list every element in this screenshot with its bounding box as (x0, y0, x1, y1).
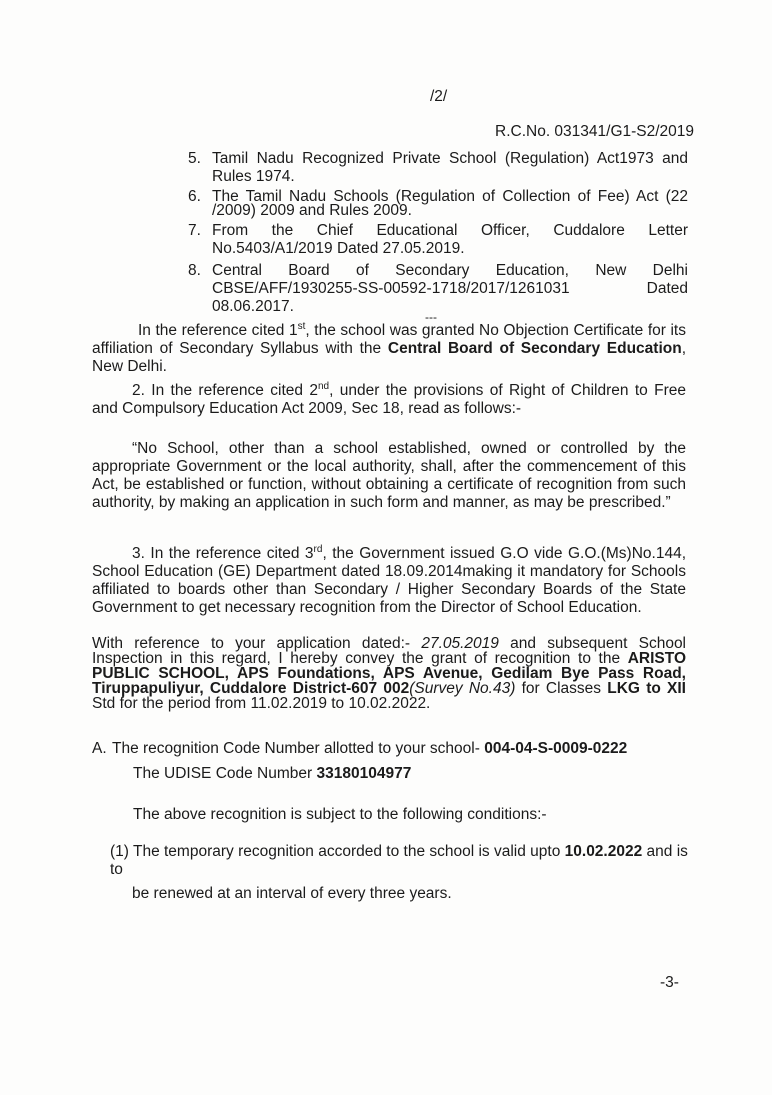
condition-text: The temporary recognition accorded to the school is valid upto (132, 843, 565, 860)
reference-number-label: 7. (188, 222, 201, 239)
para2-text-end: , under the provisions of Right of Children to Free and Compulsory Education Act 2009, Sec 18, read as follows:- (92, 382, 687, 417)
condition-1 (110, 843, 695, 903)
recognition-code-text: The recognition Code Number allotted to your school- (112, 740, 485, 757)
para4-text: With reference to your application dated:- (92, 635, 422, 652)
para2-superscript: nd (317, 380, 330, 392)
paragraph-reference-1 (92, 322, 686, 376)
reference-text: From the Chief Educational Officer, Cuddalore Letter No.5403/A1/2019 Dated 27.05.2019. (212, 222, 688, 257)
reference-text: Central Board of Secondary Education, New Delhi CBSE/AFF/1930255-SS-00592-1718/2017/1261031 Dated 08.06.2017. (212, 262, 688, 315)
para1-text-end: , New Delhi. (92, 340, 687, 375)
reference-list (188, 150, 688, 320)
para3-superscript: rd (313, 543, 323, 555)
recognition-code-line (92, 740, 692, 758)
page-number-marker: /2/ (430, 88, 448, 105)
para2-text: 2. In the reference cited 2 (132, 382, 318, 399)
school-name-address: ARISTO PUBLIC SCHOOL, APS Foundations, APS Avenue, Gedilam Bye Pass Road, Tiruppapuliyur, Cuddalore District-607 002 (92, 650, 686, 697)
recognition-grant-paragraph (92, 636, 686, 711)
udise-code-text: The UDISE Code Number (133, 765, 317, 782)
conditions-intro: The above recognition is subject to the following conditions:- (133, 806, 547, 823)
cbse-name: Central Board of Secondary Education (387, 340, 682, 357)
reference-number-label: 6. (188, 188, 201, 205)
condition-number: (1) (110, 843, 129, 860)
reference-text: The Tamil Nadu Schools (Regulation of Collection of Fee) Act (22 /2009) 2009 and Rules 2009. (212, 188, 688, 219)
reference-item (188, 262, 688, 316)
reference-number-label: 8. (188, 262, 201, 279)
reference-item (188, 190, 688, 218)
reference-text: Tamil Nadu Recognized Private School (Regulation) Act1973 and Rules 1974. (212, 150, 688, 185)
udise-code-line (133, 765, 411, 783)
next-page-number: -3- (660, 974, 679, 991)
udise-code-value: 33180104977 (316, 765, 412, 782)
classes-range: LKG to XII (607, 680, 686, 697)
para4-text-4: Std for the period from 11.02.2019 to 10.02.2022. (92, 695, 431, 712)
para4-text-3: for Classes (515, 680, 608, 697)
paragraph-reference-2 (92, 382, 686, 418)
para3-text-end: , the Government issued G.O vide G.O.(Ms)No.144, School Education (GE) Department dated 18.09.2014making it mandatory for Schools affiliated to boards other than Secondary / Higher Secondary Boards of the State Government to get necessary recognition from the Director of School Education. (92, 545, 687, 616)
application-date: 27.05.2019 (421, 635, 499, 652)
para1-text-middle: , the school was granted No Objection Certificate for its affiliation of Secondary Syllabus with the (92, 322, 686, 357)
survey-number: (Survey No.43) (409, 680, 516, 697)
reference-item (188, 150, 688, 186)
section-label: A. (92, 740, 107, 757)
reference-number: R.C.No. 031341/G1-S2/2019 (495, 123, 695, 140)
condition-text-end: and is to (110, 843, 688, 878)
recognition-code-value: 004-04-S-0009-0222 (484, 740, 628, 757)
validity-date: 10.02.2022 (564, 843, 643, 860)
quoted-provision: “No School, other than a school established, owned or controlled by the appropriate Government or the local authority, shall, after the commencement of this Act, be established or function, without obtaining a certificate of recognition from such authority, by making an application in such form and manner, as may be prescribed.” (92, 440, 686, 511)
condition-text-line2: be renewed at an interval of every three years. (132, 885, 452, 902)
reference-number-label: 5. (188, 150, 201, 167)
reference-item (188, 222, 688, 258)
section-separator: --- (425, 310, 437, 324)
para4-text-2: and subsequent School Inspection in this regard, I hereby convey the grant of recognition to the (92, 635, 687, 667)
para3-text: 3. In the reference cited 3 (132, 545, 314, 562)
paragraph-reference-3 (92, 545, 686, 617)
para1-text: In the reference cited 1 (138, 322, 298, 339)
para1-superscript: st (297, 320, 306, 332)
